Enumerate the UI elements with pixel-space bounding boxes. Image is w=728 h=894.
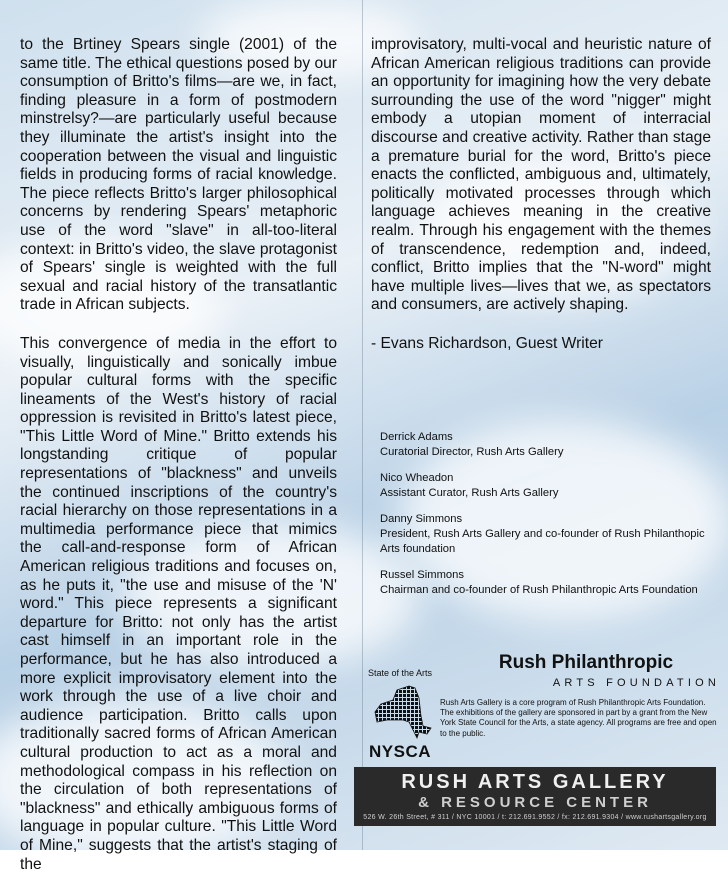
right-paragraph: improvisatory, multi-vocal and heuristic nature of African American religious traditions can provide an opportunity for imagining how the very debate surrounding the use of the word "nigger" might embody a utopian moment of interracial discourse and creative activity. Rather than stage a premature burial for the word, Britto's piece enacts the conflicted, ambiguous and, ultimately, politically motivated processes through which language achieves meaning in the creative realm. Through his engagement with the themes of transcendence, redemption and, indeed, conflict, Britto implies that the "N-word" might have multiple lives—lives that we, as spectators and consumers, are actively shaping. [371, 36, 711, 314]
staff-title: President, Rush Arts Gallery and co-founder of Rush Philanthopic Arts foundation [380, 528, 705, 555]
nysca-logo [364, 668, 436, 762]
gallery-address: 526 W. 26th Street, # 311 / NYC 10001 / t: 212.691.9552 / fx: 212.691.9304 / www.rushartsgallery.org [363, 814, 707, 821]
nysca-tagline: State of the Arts [367, 668, 433, 678]
staff-entry [380, 430, 710, 460]
byline: - Evans Richardson, Guest Writer [371, 334, 603, 352]
staff-title: Chairman and co-founder of Rush Philanthropic Arts Foundation [380, 584, 698, 596]
left-column [20, 36, 337, 894]
new-york-state-icon [367, 682, 433, 740]
page-fold [362, 0, 363, 850]
left-paragraph-1: to the Brtiney Spears single (2001) of the same title. The ethical questions posed by our consumption of Britto's films—are we, in fact, finding pleasure in a form of postmodern minstrelsy?—are particularly useful because they illuminate the artist's insight into the cooperation between the visual and linguistic fields in producing forms of racial knowledge. The piece reflects Britto's larger philosophical concerns by rendering Spears' metaphoric use of the word "slave" in all-too-literal context: in Britto's video, the slave protagonist of Spears' single is weighted with the full sexual and racial history of the transatlantic trade in African subjects. [20, 36, 337, 314]
foundation-subtitle: ARTS FOUNDATION [552, 677, 720, 689]
staff-name: Russel Simmons [380, 569, 464, 581]
foundation-description: Rush Arts Gallery is a core program of Rush Philanthropic Arts Foundation. The exhibitions of the gallery are sponsored in part by a grant from the New York State Council for the Arts, a state agency. All programs are free and open to the public. [440, 698, 717, 738]
right-column [371, 36, 711, 374]
left-paragraph-2: This convergence of media in the effort to visually, linguistically and sonically imbue popular cultural forms with the specific lineaments of the West's history of racial oppression is revisited in Britto's latest piece, "This Little Word of Mine." Britto extends his longstanding critique of popular representations of "blackness" and unveils the continued inscriptions of the country's racial hierarchy on those representations in a multimedia performance piece that mimics the call-and-response form of African American religious traditions and focuses on, as he puts it, "the use and misuse of the 'N' word." This piece represents a significant departure for Britto: not only has the artist cast himself in an important role in the performance, but he has also introduced a more explicit improvisatory element into the work through the use of a live choir and audience participation. Britto calls upon traditionally sacred forms of African American cultural production to act as a moral and methodological compass in his reflection on the circulation of both representations of "blackness" and ethically ambiguous forms of language in popular culture. "This Little Word of Mine," suggests that the artist's staging of the [20, 334, 337, 873]
staff-name: Danny Simmons [380, 513, 463, 525]
staff-name: Derrick Adams [380, 431, 453, 443]
staff-title: Curatorial Director, Rush Arts Gallery [380, 446, 564, 458]
staff-entry [380, 471, 710, 501]
staff-title: Assistant Curator, Rush Arts Gallery [380, 487, 559, 499]
nysca-name: NYSCA [368, 742, 431, 761]
staff-entry [380, 568, 710, 598]
staff-name: Nico Wheadon [380, 472, 454, 484]
foundation-block [440, 652, 720, 739]
gallery-subname: & RESOURCE CENTER [418, 794, 652, 811]
staff-entry [380, 512, 710, 557]
staff-list [380, 430, 710, 609]
gallery-banner [354, 767, 716, 826]
gallery-name: RUSH ARTS GALLERY [401, 771, 669, 793]
foundation-name: Rush Philanthropic [498, 652, 674, 673]
